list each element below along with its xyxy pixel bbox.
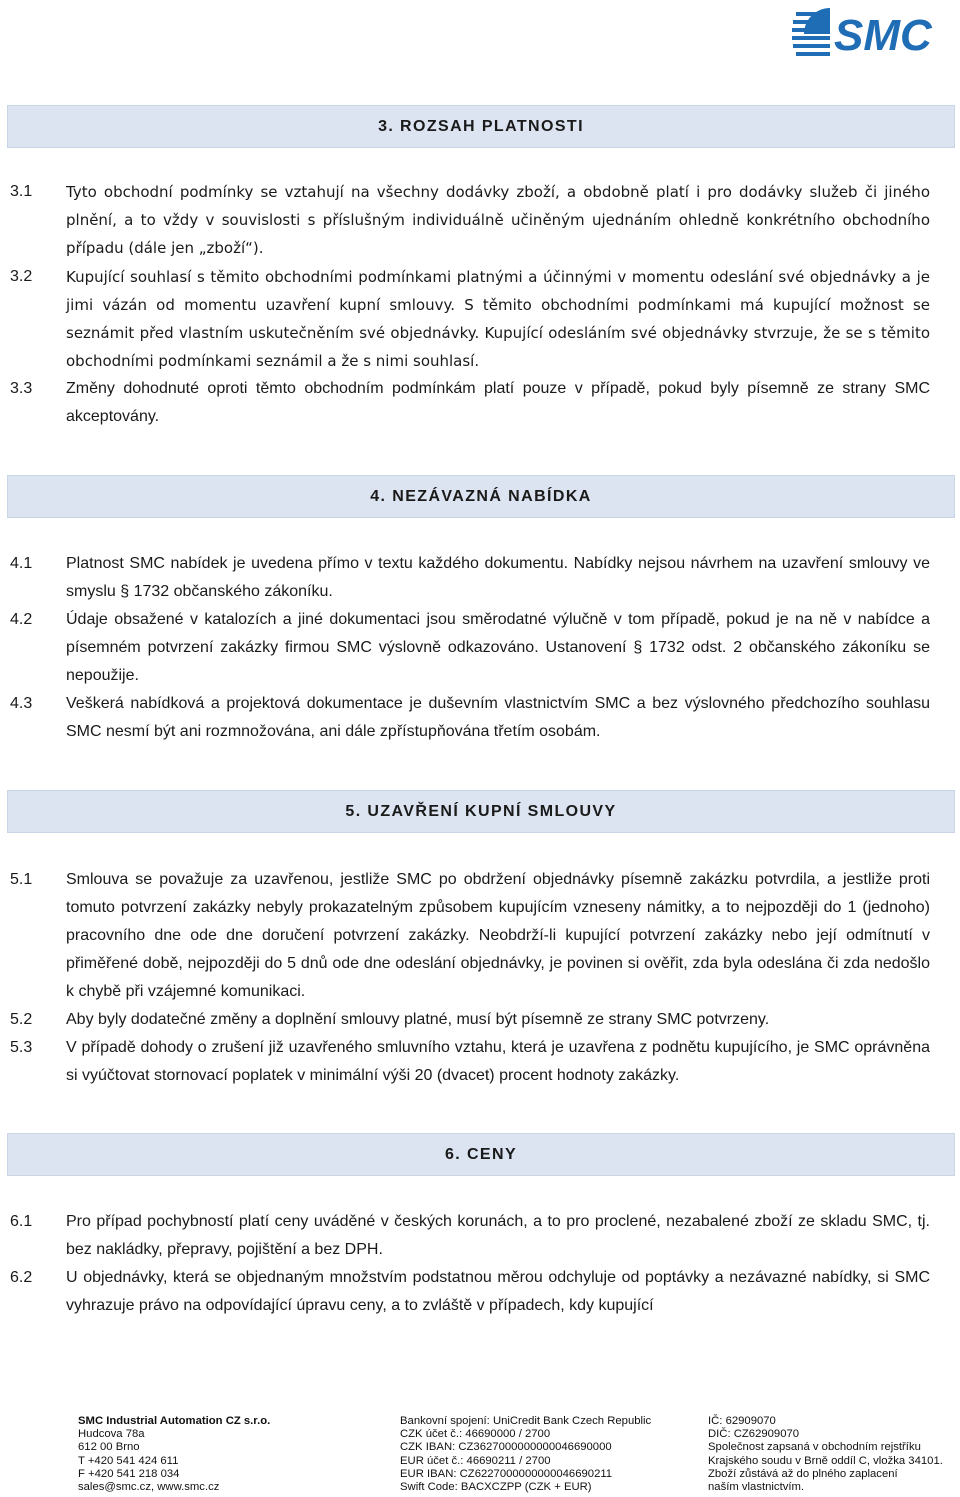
clause-text: Smlouva se považuje za uzavřenou, jestliže SMC po obdržení objednávky písemně zakázku potvrdila, a jestliže proti tomuto potvrzení zakázky nebyly prokazatelným způsobem kupujícím vzneseny námitky, a to nejpozději do 1 (jednoho) pracovního dne ode dne doručení potvrzení zakázky. Neobdrží-li kupující potvrzení zakázky nebo její odmítnutí v přiměřené době, nejpozději do 5 dnů ode dne odeslání objednávky, je povinen si ověřit, zda byla odeslána či zda nedošlo k chybě při vzájemné komunikaci. [66, 871, 930, 1000]
address-street: Hudcova 78a [78, 1428, 145, 1441]
section-heading-4: 4. NEZÁVAZNÁ NABÍDKA [7, 475, 955, 518]
clause-number: 4.3 [10, 695, 33, 712]
ownership-note-2: naším vlastnictvím. [708, 1481, 805, 1494]
clause-number: 4.2 [10, 611, 33, 628]
clause-number: 4.1 [10, 555, 33, 572]
clause-5-1 [10, 866, 930, 1006]
company-id: IČ: 62909070 [708, 1415, 776, 1427]
address-city: 612 00 Brno [78, 1441, 140, 1454]
footer-bank-info [400, 1415, 690, 1494]
registry-line-2: Krajského soudu v Brně oddíl C, vložka 34101. [708, 1454, 943, 1467]
smc-logo [790, 2, 956, 64]
clause-text: V případě dohody o zrušení již uzavřeného smluvního vztahu, která je uzavřena z podnětu kupujícího, je SMC oprávněna si vyúčtovat stornovací poplatek v minimální výši 20 (dvacet) procent hodnoty zakázky. [66, 1039, 930, 1084]
clause-5-3 [10, 1034, 930, 1090]
clause-4-2 [10, 606, 930, 690]
logo-text: SMC [834, 11, 932, 60]
clause-text: Kupující souhlasí s těmito obchodními podmínkami platnými a účinnými v momentu odeslání své objednávky a je jimi vázán od momentu uzavření kupní smlouvy. S těmito obchodními podmínkami má kupující možnost se seznámit před vlastním uskutečněním své objednávky. Kupující odesláním své objednávky stvrzuje, že se s těmito obchodními podmínkami seznámil a že s nimi souhlasí. [66, 268, 930, 370]
logo-mark-icon [792, 8, 830, 56]
clause-number: 5.2 [10, 1011, 33, 1028]
footer-company-info [78, 1415, 378, 1494]
clause-number: 3.2 [10, 268, 33, 285]
clause-text: U objednávky, která se objednaným množstvím podstatnou měrou odchyluje od poptávky a nezávazné nabídky, si SMC vyhrazuje právo na odpovídající úpravu ceny, a to zvláště v případech, kdy kupující [66, 1269, 930, 1314]
clause-number: 6.2 [10, 1269, 33, 1286]
section-heading-5: 5. UZAVŘENÍ KUPNÍ SMLOUVY [7, 790, 955, 833]
clause-number: 6.1 [10, 1213, 33, 1230]
footer-registration-info [708, 1415, 958, 1494]
clause-text: Platnost SMC nabídek je uvedena přímo v textu každého dokumentu. Nabídky nejsou návrhem na uzavření smlouvy ve smyslu § 1732 občanského zákoníku. [66, 555, 930, 600]
clause-text: Tyto obchodní podmínky se vztahují na všechny dodávky zboží, a obdobně platí i pro dodávky služeb či jiného plnění, a to vždy v souvislosti s příslušným individuálně učiněným ujednáním ohledně konkrétního obchodního případu (dále jen „zboží“). [66, 183, 930, 257]
phone: T +420 541 424 611 [78, 1454, 179, 1467]
section-heading-6: 6. CENY [7, 1133, 955, 1176]
clause-number: 3.1 [10, 183, 33, 200]
registry-line-1: Společnost zapsaná v obchodním rejstříku [708, 1441, 921, 1454]
company-name: SMC Industrial Automation CZ s.r.o. [78, 1415, 271, 1427]
clause-3-3 [10, 375, 930, 431]
fax: F +420 541 218 034 [78, 1467, 180, 1480]
bank-name: Bankovní spojení: UniCredit Bank Czech Republic [400, 1415, 652, 1427]
clause-text: Údaje obsažené v katalozích a jiné dokumentaci jsou směrodatné výlučně v tom případě, pokud je na ně v nabídce a písemném potvrzení zakázky firmou SMC výslovně odkazováno. Ustanovení § 1732 odst. 2 občanského zákoníku se nepoužije. [66, 611, 930, 684]
clause-text: Aby byly dodatečné změny a doplnění smlouvy platné, musí být písemně ze strany SMC potvrzeny. [66, 1011, 770, 1028]
clause-3-1 [10, 178, 930, 262]
czk-account: CZK účet č.: 46690000 / 2700 [400, 1428, 551, 1441]
clause-4-1 [10, 550, 930, 606]
clause-3-2 [10, 263, 930, 375]
clause-4-3 [10, 690, 930, 746]
clause-number: 3.3 [10, 380, 33, 397]
clause-5-2 [10, 1006, 930, 1034]
clause-text: Změny dohodnuté oproti těmto obchodním podmínkám platí pouze v případě, pokud byly písemně ze strany SMC akceptovány. [66, 380, 930, 425]
clause-6-2 [10, 1264, 930, 1320]
eur-account: EUR účet č.: 46690211 / 2700 [400, 1454, 551, 1467]
email-web: sales@smc.cz, www.smc.cz [78, 1481, 220, 1494]
vat-id: DIČ: CZ62909070 [708, 1428, 800, 1441]
section-heading-3: 3. ROZSAH PLATNOSTI [7, 105, 955, 148]
clause-number: 5.3 [10, 1039, 33, 1056]
clause-text: Veškerá nabídková a projektová dokumentace je duševním vlastnictvím SMC a bez výslovného předchozího souhlasu SMC nesmí být ani rozmnožována, ani dále zpřístupňována třetím osobám. [66, 695, 930, 740]
clause-number: 5.1 [10, 871, 33, 888]
clause-text: Pro případ pochybností platí ceny uváděné v českých korunách, a to pro proclené, nezabalené zboží ze skladu SMC, tj. bez nakládky, přepravy, pojištění a bez DPH. [66, 1213, 930, 1258]
clause-6-1 [10, 1208, 930, 1264]
ownership-note-1: Zboží zůstává až do plného zaplacení [708, 1467, 898, 1480]
eur-iban: EUR IBAN: CZ6227000000000046690211 [400, 1467, 613, 1480]
swift-code: Swift Code: BACXCZPP (CZK + EUR) [400, 1481, 592, 1494]
czk-iban: CZK IBAN: CZ3627000000000046690000 [400, 1441, 612, 1454]
